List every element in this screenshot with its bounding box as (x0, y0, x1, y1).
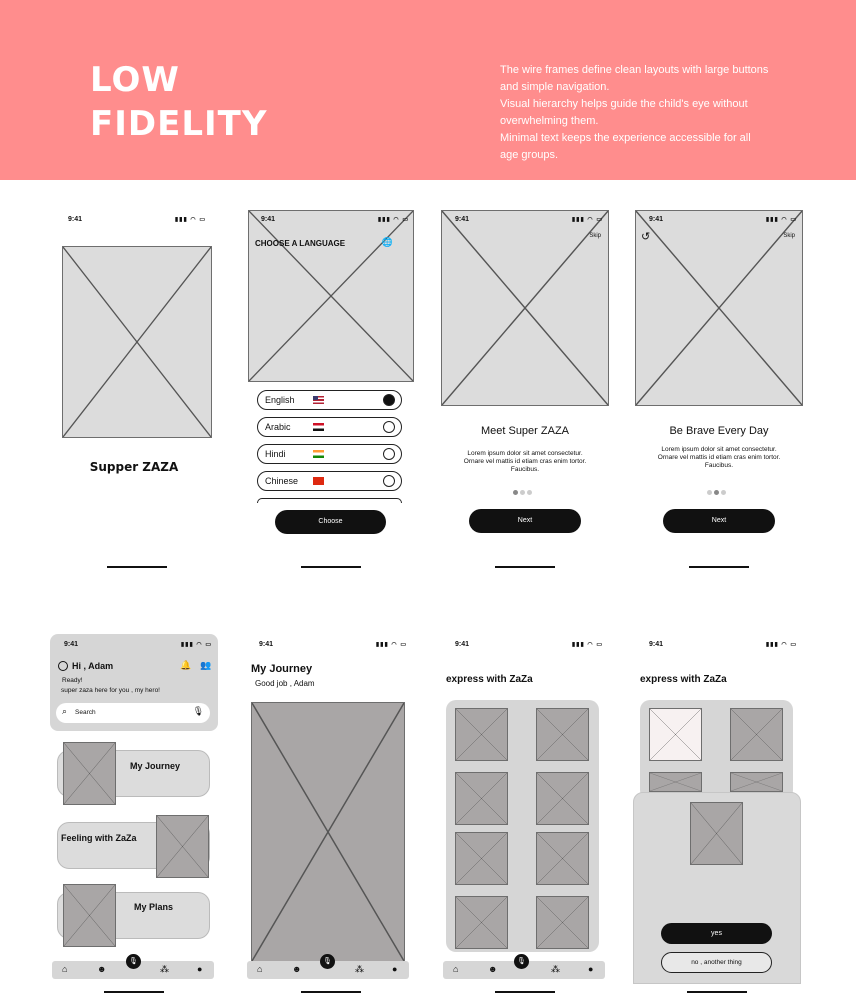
page-dot-active (714, 490, 719, 495)
radio-unselected[interactable] (383, 475, 395, 487)
status-time: 9:41 (455, 216, 470, 223)
onboarding-body: Lorem ipsum dolor sit amet consectetur. Ornare vel mattis id etiam cras enim tortor. Faucibus. (657, 446, 781, 469)
language-screen (247, 210, 415, 580)
skip-link[interactable]: Skip (589, 233, 601, 239)
status-time: 9:41 (64, 641, 79, 648)
back-icon[interactable]: ↺ (641, 231, 651, 243)
status-time: 9:41 (649, 641, 664, 648)
globe-icon[interactable]: 🌐 (381, 237, 393, 247)
emotion-tile[interactable] (649, 772, 702, 792)
profile-tab-icon[interactable]: ● (588, 964, 594, 974)
status-bar (50, 210, 218, 228)
journey-title: My Journey (251, 663, 313, 675)
card-label: My Journey (130, 761, 181, 771)
mic-button[interactable]: 🎙 (320, 954, 335, 969)
language-label: English (265, 395, 295, 405)
emotion-tile[interactable] (536, 832, 589, 885)
language-heading: CHOOSE A LANGUAGE (255, 239, 346, 248)
home-tab-icon[interactable]: ⌂ (453, 964, 459, 974)
page-dot (707, 490, 712, 495)
status-bar (441, 634, 609, 652)
emotion-tile[interactable] (730, 772, 783, 792)
card-image (63, 884, 116, 947)
emotion-tile[interactable] (730, 708, 783, 761)
home-indicator (301, 566, 361, 568)
journey-screen (245, 634, 413, 996)
status-icons: ▮▮▮ ◠ ▭ (765, 217, 797, 223)
group-tab-icon[interactable]: ☻ (292, 964, 302, 974)
card-image (63, 742, 116, 805)
another-thing-button[interactable]: no , another thing (661, 952, 772, 973)
image-placeholder (62, 246, 212, 438)
language-option-chinese[interactable] (257, 471, 402, 491)
in-flag-icon (313, 450, 324, 458)
status-time: 9:41 (261, 216, 276, 223)
onboarding-title: Be Brave Every Day (669, 425, 769, 437)
card-image (156, 815, 209, 878)
home-subtitle: super zaza here for you , my hero! (61, 687, 160, 694)
status-bar (50, 634, 218, 652)
page-dot (520, 490, 525, 495)
onboarding-screen-1 (441, 210, 609, 580)
image-placeholder (441, 210, 609, 406)
parents-icon[interactable]: 👥 (200, 660, 212, 670)
group-tab-icon[interactable]: ☻ (97, 964, 107, 974)
page-dot (721, 490, 726, 495)
radio-selected[interactable] (383, 394, 395, 406)
search-input[interactable]: Search (75, 709, 96, 716)
choose-button[interactable]: Choose (275, 510, 386, 534)
next-button[interactable]: Next (663, 509, 775, 533)
express-title: express with ZaZa (640, 674, 727, 685)
status-bar (245, 634, 413, 652)
title-line-2: FIDELITY (90, 104, 268, 144)
selected-emotion-image (690, 802, 743, 865)
language-list-edge (257, 498, 402, 503)
page-dots (707, 490, 726, 495)
home-indicator (107, 566, 167, 568)
image-placeholder (248, 210, 414, 382)
card-label: Feeling with ZaZa (61, 833, 137, 843)
ready-text: Ready! (62, 677, 83, 684)
page-title (90, 58, 267, 146)
emotion-tile[interactable] (455, 832, 508, 885)
emotion-tile[interactable] (455, 772, 508, 825)
express-screen (441, 634, 609, 996)
header-banner (0, 0, 856, 180)
onboarding-body: Lorem ipsum dolor sit amet consectetur. Ornare vel mattis id etiam cras enim tortor. Faucibus. (463, 450, 587, 473)
banner-description (500, 62, 770, 164)
journey-map-placeholder (251, 702, 405, 962)
home-indicator (689, 566, 749, 568)
eg-flag-icon (313, 423, 324, 431)
status-icons: ▮▮▮ ◠ ▭ (765, 642, 797, 648)
home-screen (50, 634, 218, 996)
home-indicator (301, 991, 361, 993)
dots-tab-icon[interactable]: ⁂ (355, 964, 364, 974)
status-time: 9:41 (455, 641, 470, 648)
status-icons: ▮▮▮ ◠ ▭ (571, 642, 603, 648)
description-line: The wire frames define clean layouts with large buttons and simple navigation. (500, 64, 769, 93)
page-dots (513, 490, 532, 495)
status-icons: ▮▮▮ ◠ ▭ (174, 217, 206, 223)
onboarding-screen-2 (635, 210, 803, 580)
profile-tab-icon[interactable]: ● (392, 964, 398, 974)
status-icons: ▮▮▮ ◠ ▭ (375, 642, 407, 648)
status-time: 9:41 (649, 216, 664, 223)
status-icons: ▮▮▮ ◠ ▭ (571, 217, 603, 223)
home-indicator (687, 991, 747, 993)
language-label: Arabic (265, 422, 291, 432)
status-bar (441, 210, 609, 228)
description-line: Visual hierarchy helps guide the child's eye without overwhelming them. (500, 98, 748, 127)
us-flag-icon (313, 396, 324, 404)
title-line-1: LOW (90, 60, 180, 100)
emotion-tile[interactable] (536, 772, 589, 825)
status-time: 9:41 (259, 641, 274, 648)
mic-icon[interactable]: 🎙 (192, 706, 204, 716)
journey-subtitle: Good job , Adam (255, 679, 315, 688)
home-indicator (495, 566, 555, 568)
greeting: Hi , Adam (72, 661, 114, 671)
emotion-tile-selected[interactable] (649, 708, 702, 761)
express-confirm-screen (633, 634, 801, 996)
onboarding-title: Meet Super ZAZA (480, 425, 570, 437)
status-bar (247, 210, 415, 228)
language-option-hindi[interactable] (257, 444, 402, 464)
skip-link[interactable]: Skip (783, 233, 795, 239)
status-bar (635, 210, 803, 228)
search-bar[interactable] (56, 703, 210, 723)
yes-button[interactable]: yes (661, 923, 772, 944)
profile-icon (58, 661, 68, 671)
description-line: Minimal text keeps the experience accessible for all age groups. (500, 132, 751, 161)
emotion-tile[interactable] (455, 708, 508, 761)
splash-screen (50, 210, 218, 580)
home-tab-icon[interactable]: ⌂ (257, 964, 263, 974)
search-icon: ⌕ (62, 706, 68, 716)
home-indicator (495, 991, 555, 993)
language-label: Hindi (265, 449, 286, 459)
language-option-arabic[interactable] (257, 417, 402, 437)
status-icons: ▮▮▮ ◠ ▭ (377, 217, 409, 223)
app-name: Supper ZAZA (89, 460, 179, 474)
home-indicator (104, 991, 164, 993)
express-title: express with ZaZa (446, 674, 533, 685)
language-label: Chinese (265, 476, 299, 486)
dots-tab-icon[interactable]: ⁂ (551, 964, 560, 974)
status-bar (633, 634, 801, 652)
card-label: My Plans (134, 902, 174, 912)
mic-button[interactable]: 🎙 (126, 954, 141, 969)
profile-tab-icon[interactable]: ● (197, 964, 203, 974)
dots-tab-icon[interactable]: ⁂ (160, 964, 169, 974)
radio-unselected[interactable] (383, 448, 395, 460)
radio-unselected[interactable] (383, 421, 395, 433)
page-dot (527, 490, 532, 495)
mic-button[interactable]: 🎙 (514, 954, 529, 969)
cn-flag-icon (313, 477, 324, 485)
image-placeholder (635, 210, 803, 406)
bell-icon[interactable]: 🔔 (180, 660, 192, 670)
page-dot-active (513, 490, 518, 495)
emotion-tile[interactable] (455, 896, 508, 949)
status-time: 9:41 (68, 216, 83, 223)
status-icons: ▮▮▮ ◠ ▭ (180, 642, 212, 648)
home-tab-icon[interactable]: ⌂ (62, 964, 68, 974)
group-tab-icon[interactable]: ☻ (488, 964, 498, 974)
emotion-tile[interactable] (536, 896, 589, 949)
language-option-english[interactable] (257, 390, 402, 410)
emotion-tile[interactable] (536, 708, 589, 761)
next-button[interactable]: Next (469, 509, 581, 533)
